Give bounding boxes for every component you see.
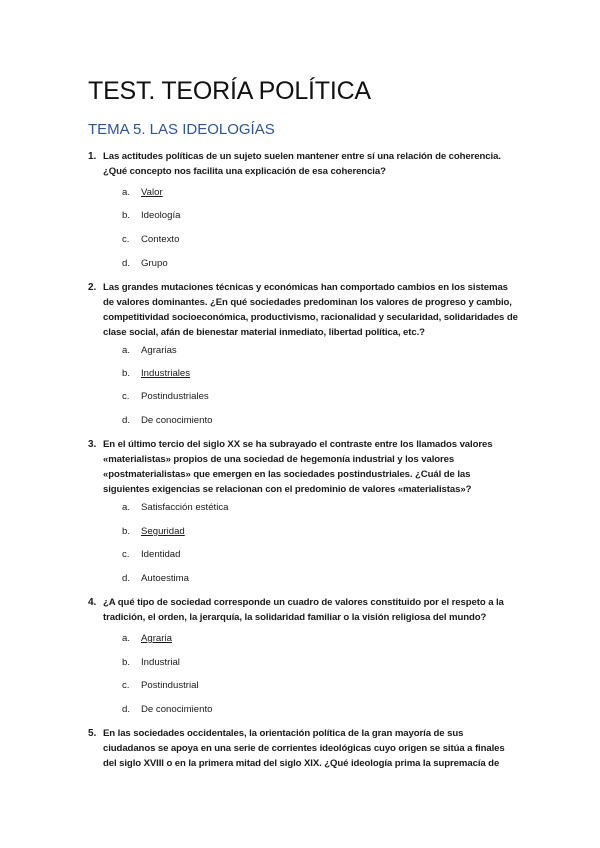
option-4b [122,656,180,670]
option-letter: b. [122,657,131,668]
option-2c [122,390,209,404]
option-1b [122,209,180,223]
option-letter: b. [122,368,131,379]
question-1 [88,149,518,179]
option-3d [122,572,189,586]
option-letter: d. [122,415,131,426]
option-text: De conocimiento [141,415,213,426]
question-number: 1. [88,151,97,162]
option-letter: a. [122,345,131,356]
option-letter: b. [122,526,131,537]
question-3 [88,437,518,497]
option-2b [122,367,190,381]
option-letter: a. [122,187,131,198]
option-letter: a. [122,633,131,644]
option-text: Postindustriales [141,391,209,402]
option-text: Agrarias [141,345,177,356]
option-1c [122,233,179,247]
option-text: Valor [141,187,163,198]
option-text: Identidad [141,549,181,560]
option-3c [122,548,180,562]
option-letter: d. [122,704,131,715]
option-text: Contexto [141,234,180,245]
option-text: Autoestima [141,573,189,584]
option-text: Seguridad [141,526,185,537]
option-letter: d. [122,258,131,269]
option-text: Satisfacción estética [141,502,229,513]
question-number: 5. [88,728,97,739]
option-3a [122,501,228,515]
option-letter: a. [122,502,131,513]
option-letter: c. [122,680,130,691]
option-3b [122,525,185,539]
option-text: Agraria [141,633,172,644]
option-letter: d. [122,573,131,584]
option-text: Industriales [141,368,191,379]
question-text: Las actitudes políticas de un sujeto suelen mantener entre sí una relación de coherencia. ¿Qué concepto nos facilita una explicación de esa coherencia? [103,151,501,177]
question-number: 4. [88,597,97,608]
option-letter: b. [122,210,131,221]
question-text: En el último tercio del siglo XX se ha subrayado el contraste entre los llamados valores «materialistas» propios de una sociedad de hegemonía industrial y los valores «postmaterialistas» que emergen en las sociedades postindustriales. ¿Cuál de las siguientes exigencias se relacionan con el predominio de valores «materialistas»? [103,439,493,495]
option-1a [122,186,163,200]
question-4 [88,595,518,625]
option-text: Industrial [141,657,180,668]
option-text: De conocimiento [141,704,213,715]
option-2a [122,344,177,358]
question-text: En las sociedades occidentales, la orientación política de la gran mayoría de sus ciudadanos se apoya en una serie de corrientes ideológicas cuyo origen se sitúa a finales del siglo XVIII o en la primera mitad del siglo XIX. ¿Qué ideología prima la supremacía de [103,728,505,769]
page-title: TEST. TEORÍA POLÍTICA [88,77,371,105]
question-5 [88,726,518,771]
option-letter: c. [122,549,130,560]
option-2d [122,414,212,428]
option-letter: c. [122,234,130,245]
option-letter: c. [122,391,130,402]
option-1d [122,257,168,271]
question-text: ¿A qué tipo de sociedad corresponde un cuadro de valores constituido por el respeto a la tradición, el orden, la jerarquía, la solidaridad familiar o la visión religiosa del mundo? [103,597,504,623]
question-number: 3. [88,439,97,450]
option-text: Ideología [141,210,181,221]
option-4d [122,703,212,717]
question-text: Las grandes mutaciones técnicas y económicas han comportado cambios en los sistemas de valores dominantes. ¿En qué sociedades predominan los valores de progreso y cambio, competitividad socioeconómica, productivismo, racionalidad y secularidad, solidaridades de clase social, afán de bienestar material inmediato, libertad política, etc.? [103,282,518,338]
option-4c [122,679,199,693]
option-text: Grupo [141,258,168,269]
option-4a [122,632,172,646]
section-title: TEMA 5. LAS IDEOLOGÍAS [88,121,275,138]
question-number: 2. [88,282,97,293]
option-text: Postindustrial [141,680,199,691]
question-2 [88,280,518,340]
